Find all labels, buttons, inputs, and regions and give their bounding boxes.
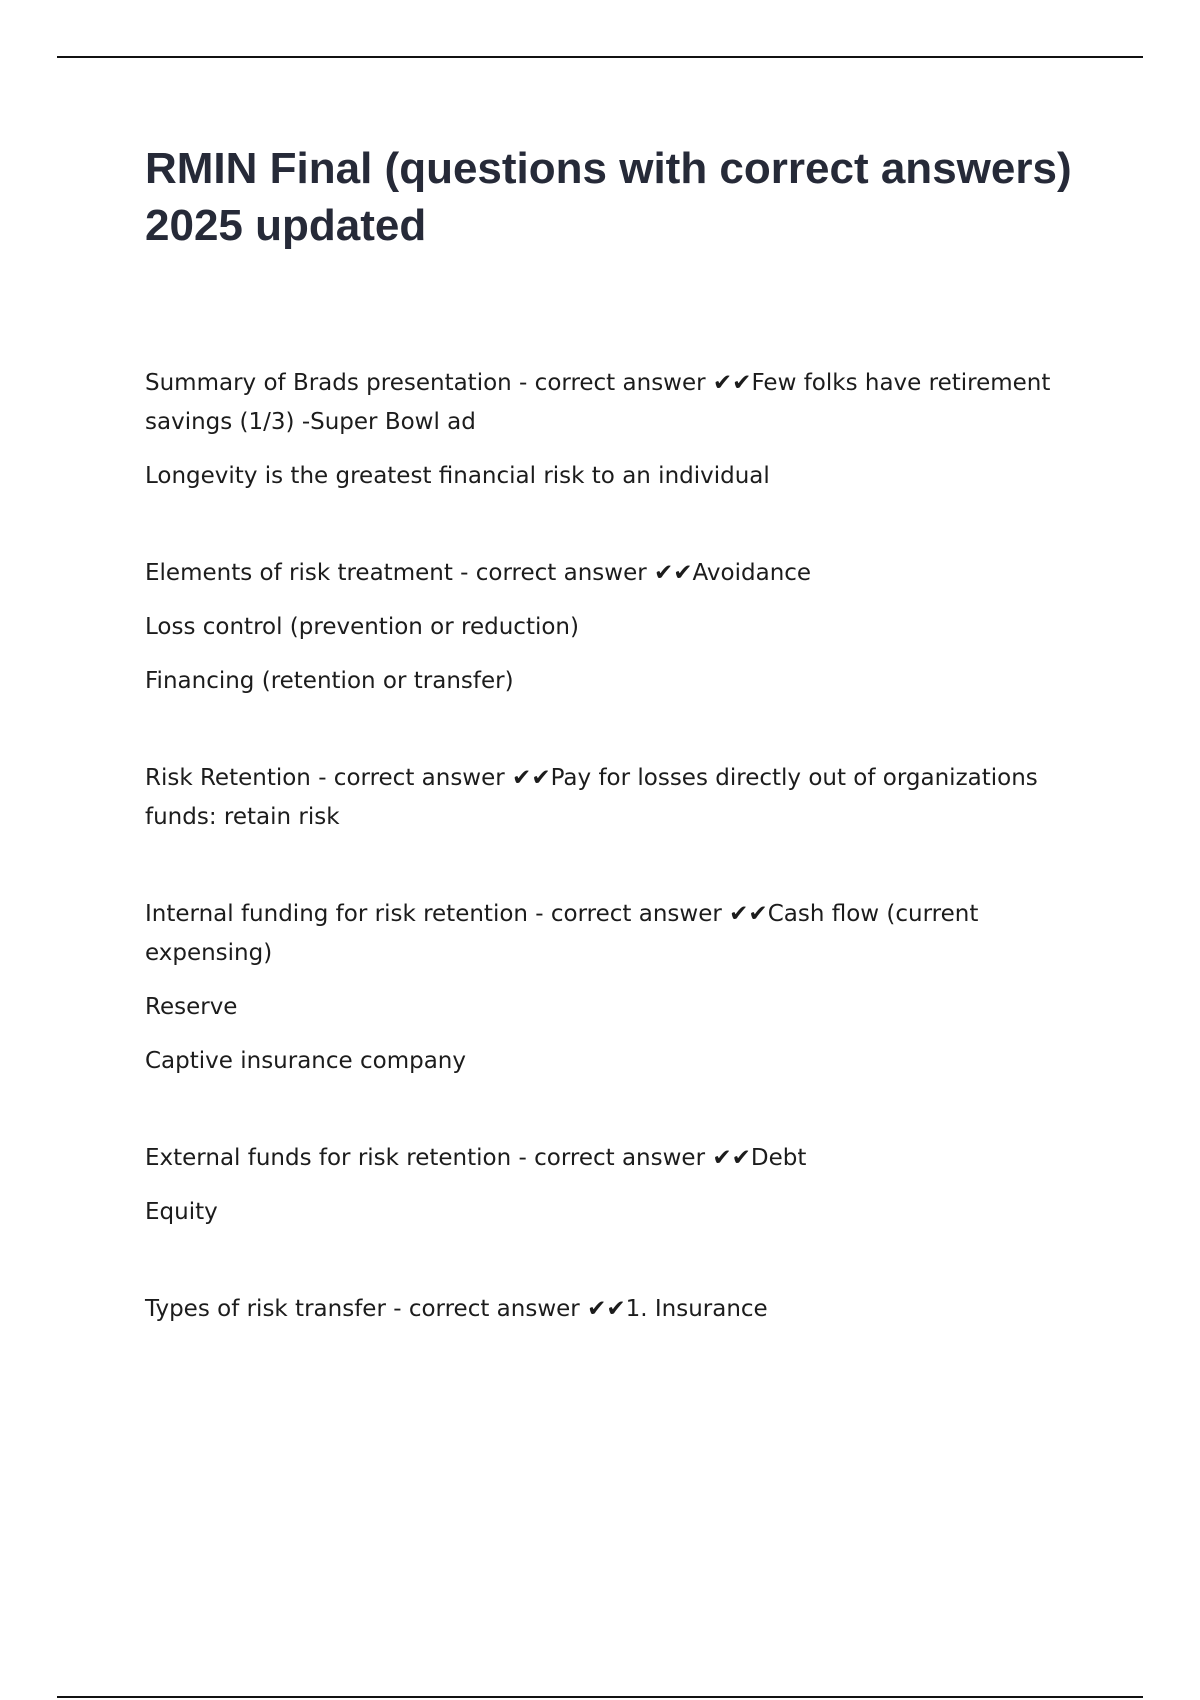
question-text: Types of risk transfer [145, 1296, 386, 1322]
bottom-rule [57, 1696, 1143, 1698]
qa-item [145, 554, 1075, 701]
qa-item [145, 1139, 1075, 1232]
answer-text: Debt [750, 1145, 807, 1171]
answer-line: Longevity is the greatest financial risk to an individual [145, 463, 770, 489]
double-check-icon: ✔✔ [712, 1145, 751, 1171]
question-text: Summary of Brads presentation [145, 370, 512, 396]
qa-question-line [145, 364, 1075, 442]
double-check-icon: ✔✔ [729, 901, 768, 927]
document-body [145, 140, 1075, 1387]
answer-separator: - correct answer [452, 560, 654, 586]
top-rule [57, 56, 1143, 58]
qa-list [145, 364, 1075, 1329]
double-check-icon: ✔✔ [512, 765, 551, 791]
answer-separator: - correct answer [385, 1296, 588, 1322]
answer-text: Cash flow (current expensing) [145, 901, 979, 966]
answer-line: Equity [145, 1199, 218, 1225]
qa-item [145, 1290, 1075, 1329]
qa-item [145, 895, 1075, 1081]
qa-item [145, 364, 1075, 496]
answer-text: Pay for losses directly out of organizations funds: retain risk [145, 765, 1038, 830]
qa-question-line [145, 1290, 1075, 1329]
document-title: RMIN Final (questions with correct answers) 2025 updated [145, 144, 1072, 250]
answer-text: Avoidance [692, 560, 812, 586]
answer-separator: - correct answer [527, 901, 730, 927]
question-text: Internal funding for risk retention [145, 901, 528, 927]
answer-separator: - correct answer [511, 370, 713, 396]
answer-separator: - correct answer [511, 1145, 713, 1171]
answer-separator: - correct answer [310, 765, 513, 791]
answer-line: Captive insurance company [145, 1048, 467, 1074]
answer-text: 1. Insurance [625, 1296, 768, 1322]
qa-question-line [145, 759, 1075, 837]
answer-line: Loss control (prevention or reduction) [145, 614, 579, 640]
double-check-icon: ✔✔ [654, 560, 693, 586]
double-check-icon: ✔✔ [587, 1296, 626, 1322]
answer-line: Reserve [145, 994, 238, 1020]
qa-question-line [145, 1139, 1075, 1178]
double-check-icon: ✔✔ [712, 370, 752, 396]
question-text: External funds for risk retention [145, 1145, 512, 1171]
question-text: Elements of risk treatment [145, 560, 453, 586]
qa-item [145, 759, 1075, 837]
qa-question-line [145, 895, 1075, 973]
question-text: Risk Retention [145, 765, 311, 791]
answer-text: Few folks have retirement savings (1/3) -Super Bowl ad [145, 370, 1051, 435]
qa-question-line [145, 554, 1075, 593]
answer-line: Financing (retention or transfer) [145, 668, 514, 694]
